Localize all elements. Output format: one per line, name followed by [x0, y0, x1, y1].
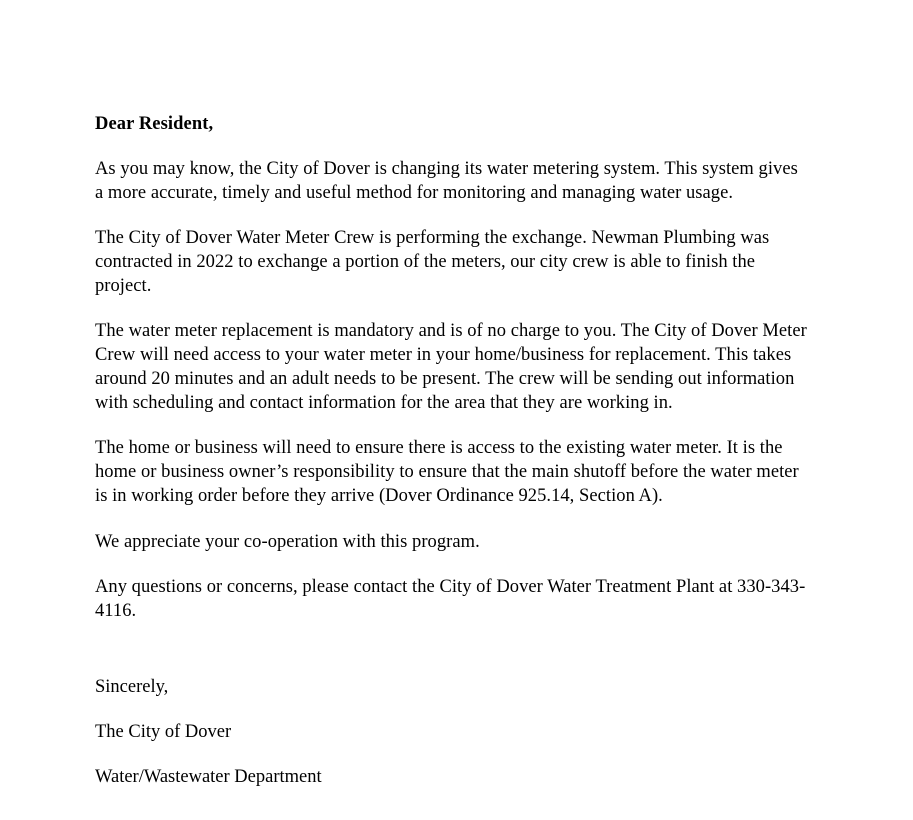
letter-sign-off: Sincerely,: [95, 676, 169, 697]
letter-paragraph-6: Any questions or concerns, please contact the City of Dover Water Treatment Plant at 330-343-4116.: [95, 576, 806, 621]
letter-salutation: Dear Resident,: [95, 114, 214, 134]
letter-paragraph-3: The water meter replacement is mandatory and is of no charge to you. The City of Dover Meter Crew will need access to your water meter in your home/business for replacement. This takes around 20 minutes and an adult needs to be present. The crew will be sending out information with scheduling and contact information for the area that they are working in.: [95, 321, 807, 414]
letter-paragraph-2: The City of Dover Water Meter Crew is performing the exchange. Newman Plumbing was contracted in 2022 to exchange a portion of the meters, our city crew is able to finish the project.: [95, 228, 770, 297]
letter-paragraph-1: As you may know, the City of Dover is changing its water metering system. This system gives a more accurate, timely and useful method for monitoring and managing water usage.: [95, 158, 798, 204]
letter-organization: The City of Dover: [95, 721, 232, 742]
letter-paragraph-4: The home or business will need to ensure there is access to the existing water meter. It is the home or business owner’s responsibility to ensure that the main shutoff before the water meter is in working order before they arrive (Dover Ordinance 925.14, Section A).: [95, 438, 799, 507]
letter-paragraph-5: We appreciate your co-operation with this program.: [95, 531, 480, 552]
letter-department: Water/Wastewater Department: [95, 766, 322, 787]
letter-closing: [95, 675, 808, 789]
